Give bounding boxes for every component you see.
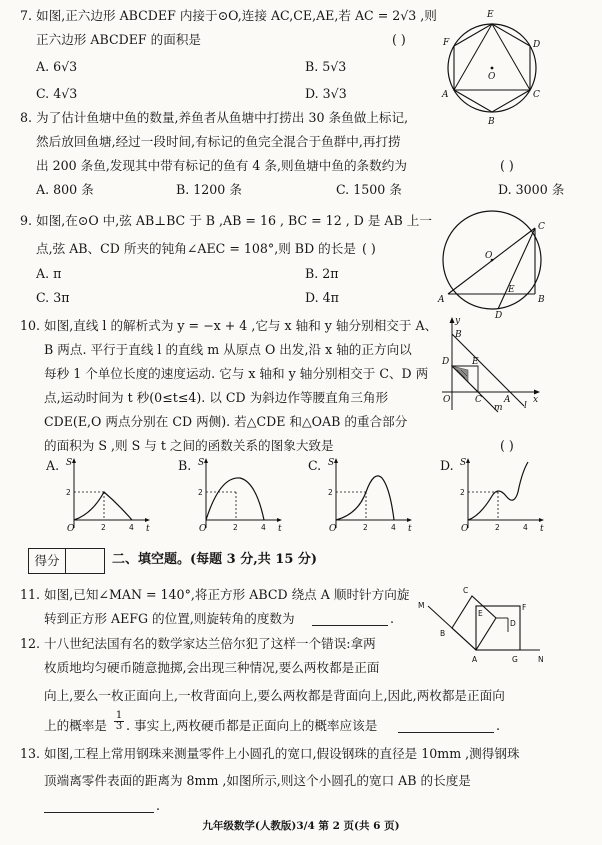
q10-label-e: E — [472, 357, 479, 367]
q9-label-c: C — [538, 222, 545, 232]
q11-label-m: M — [418, 601, 425, 610]
q9-option-c: C. 3π — [36, 290, 70, 305]
q10-graph-c — [324, 456, 416, 536]
q11-label-c: C — [463, 586, 469, 595]
q10-graph-d-x4: 4 — [523, 523, 528, 532]
q10-graph-a-t: t — [146, 524, 150, 534]
q7-answer-paren: ( ) — [392, 32, 406, 47]
q10-graph-b — [194, 456, 286, 536]
q8-option-a: A. 800 条 — [36, 182, 94, 197]
q11-label-d: D — [510, 619, 516, 628]
q12-fraction-numerator: 1 — [115, 710, 123, 721]
q7-option-d: D. 3√3 — [305, 86, 347, 101]
page-footer: 九年级数学(人教版)3/4 第 2 页(共 6 页) — [202, 820, 400, 832]
q13-line-2: 顶端离零件表面的距离为 8mm ,如图所示,则这个小圆孔的宽口 AB 的长度是 — [44, 773, 471, 788]
q7-option-c: C. 4√3 — [36, 86, 78, 101]
q12-line-3: 向上,要么一枚正面向上,一枚背面向上,要么两枚都是背面向上,因此,两枚都是正面向 — [44, 688, 505, 703]
q9-label-a: A — [438, 295, 445, 305]
q10-graph-b-s: S — [198, 458, 205, 468]
q10-graph-option-b: B. — [178, 458, 192, 473]
q10-graph-c-y2: 2 — [328, 488, 333, 497]
q10-graph-d-origin: O — [461, 524, 469, 534]
q10-graph-option-a: A. — [46, 458, 60, 473]
q13-line-1: 13. 如图,工程上常用钢珠来测量零件上小圆孔的宽口,假设钢珠的直径是 10mm ,测得钢珠 — [20, 746, 520, 761]
q10-graph-b-t: t — [278, 524, 282, 534]
q12-line-1: 12. 十八世纪法国有名的数学家达兰倍尔犯了这样一个错误:拿两 — [20, 636, 376, 651]
q12-fraction-denominator: 3 — [115, 721, 123, 732]
q10-line-4: 点,运动时间为 t 秒(0≤t≤4). 以 CD 为斜边作等腰直角三角形 — [44, 390, 389, 405]
q9-label-o: O — [485, 251, 493, 261]
q7-line-1: 7. 如图,正六边形 ABCDEF 内接于⊙O,连接 AC,CE,AE,若 AC = 2√3 ,则 — [20, 8, 437, 23]
score-label: 得分 — [29, 549, 66, 573]
q10-label-x: x — [533, 395, 539, 405]
score-box — [28, 548, 105, 574]
q10-graph-a — [62, 456, 154, 536]
q9-option-b: B. 2π — [305, 266, 339, 281]
q12-line-4b: . 事实上,两枚硬币都是正面向上的概率应该是 — [126, 718, 378, 733]
q10-label-a: A — [504, 395, 511, 405]
q10-graph-a-x4: 4 — [129, 523, 134, 532]
q11-label-g: G — [512, 655, 518, 664]
q11-line-1: 11. 如图,已知∠MAN = 140°,将正方形 ABCD 绕点 A 顺时针方向旋 — [20, 587, 410, 602]
q10-graph-option-c: C. — [308, 458, 322, 473]
q10-graph-b-x2: 2 — [233, 523, 238, 532]
q7-label-d: D — [533, 40, 541, 50]
q10-graph-c-x2: 2 — [363, 523, 368, 532]
q10-graph-c-t: t — [408, 524, 412, 534]
q7-option-a: A. 6√3 — [36, 59, 78, 74]
q8-line-2: 然后放回鱼塘,经过一段时间,有标记的鱼完全混合于鱼群中,再打捞 — [36, 134, 401, 149]
q11-label-n: N — [538, 655, 544, 664]
q10-graph-b-origin: O — [199, 524, 207, 534]
q7-label-o: O — [488, 72, 496, 82]
q7-hexagon-figure — [440, 4, 550, 126]
q11-label-a: A — [472, 655, 478, 664]
q10-graph-c-x4: 4 — [391, 523, 396, 532]
q10-graph-a-origin: O — [67, 524, 75, 534]
q11-answer-blank[interactable] — [312, 611, 388, 626]
q10-label-o: O — [443, 395, 451, 405]
q10-label-y: y — [455, 316, 461, 326]
q10-graph-a-y2: 2 — [66, 488, 71, 497]
q10-line-2: B 两点. 平行于直线 l 的直线 m 从原点 O 出发,沿 x 轴的正方向以 — [44, 342, 412, 357]
q10-graph-d — [456, 456, 548, 536]
q10-label-c: C — [475, 395, 482, 405]
q7-label-c: C — [533, 90, 540, 100]
q10-label-b: B — [455, 330, 462, 340]
q10-label-d: D — [442, 357, 450, 367]
q10-graph-a-x2: 2 — [101, 523, 106, 532]
q10-graph-d-y2: 2 — [460, 488, 465, 497]
q13-answer-blank[interactable] — [44, 798, 154, 813]
q10-graph-d-t: t — [540, 524, 544, 534]
q9-circle-figure — [432, 208, 552, 320]
q10-graph-b-y2: 2 — [198, 488, 203, 497]
q11-label-f: F — [522, 603, 527, 612]
q8-line-1: 8. 为了估计鱼塘中鱼的数量,养鱼者从鱼塘中打捞出 30 条鱼做上标记, — [20, 110, 409, 125]
q7-option-b: B. 5√3 — [305, 59, 347, 74]
q10-graph-d-x2: 2 — [495, 523, 500, 532]
q10-graph-a-s: S — [66, 458, 73, 468]
score-field[interactable] — [66, 549, 104, 573]
q7-label-b: B — [488, 117, 495, 126]
q13-period: . — [156, 798, 161, 813]
q9-line-1: 9. 如图,在⊙O 中,弦 AB⊥BC 于 B ,AB = 16 , BC = 12 , D 是 AB 上一 — [20, 213, 432, 228]
q10-graph-c-s: S — [328, 458, 335, 468]
q8-line-3: 出 200 条鱼,发现其中带有标记的鱼有 4 条,则鱼塘中鱼的条数约为 — [36, 158, 407, 173]
q8-option-c: C. 1500 条 — [336, 182, 402, 197]
q12-line-4a: 上的概率是 — [44, 718, 107, 733]
q10-graph-c-origin: O — [329, 524, 337, 534]
q11-period: . — [390, 611, 395, 626]
q7-line-2: 正六边形 ABCDEF 的面积是 — [36, 32, 202, 47]
q10-line-1: 10. 如图,直线 l 的解析式为 y = −x + 4 ,它与 x 轴和 y 轴分别相交于 A、 — [20, 318, 438, 333]
q10-lines-figure — [438, 314, 542, 414]
q9-option-a: A. π — [36, 266, 62, 281]
q11-label-e: E — [478, 609, 483, 618]
q11-label-b: B — [440, 629, 446, 638]
q7-label-f: F — [443, 38, 450, 48]
q9-label-b: B — [538, 295, 545, 305]
q10-graph-b-x4: 4 — [261, 523, 266, 532]
q11-square-figure — [414, 582, 550, 668]
q12-line-2: 枚质地均匀硬币随意抛掷,会出现三种情况,要么两枚都是正面 — [44, 660, 380, 675]
q9-option-d: D. 4π — [305, 290, 339, 305]
q9-label-d: D — [495, 311, 503, 320]
q9-label-e: E — [508, 285, 515, 295]
q10-label-m: m — [494, 403, 503, 413]
q8-option-b: B. 1200 条 — [176, 182, 242, 197]
q10-line-6: 的面积为 S ,则 S 与 t 之间的函数关系的图象大致是 — [44, 438, 334, 453]
q9-answer-paren: ( ) — [362, 241, 376, 256]
q12-answer-blank[interactable] — [398, 718, 494, 733]
q8-option-d: D. 3000 条 — [498, 182, 565, 197]
q10-line-5: CDE(E,O 两点分别在 CD 两侧). 若△CDE 和△OAB 的重合部分 — [44, 414, 408, 429]
q10-answer-paren: ( ) — [500, 438, 514, 453]
q10-graph-option-d: D. — [440, 458, 454, 473]
q7-label-a: A — [442, 90, 449, 100]
q10-graph-d-s: S — [460, 458, 467, 468]
q11-line-2: 转到正方形 AEFG 的位置,则旋转角的度数为 — [44, 611, 295, 626]
q12-period: . — [496, 718, 501, 733]
q12-fraction — [114, 711, 124, 732]
section-2-title: 二、填空题。(每题 3 分,共 15 分) — [112, 552, 318, 567]
q9-line-2: 点,弦 AB、CD 所夹的钝角∠AEC = 108°,则 BD 的长是 — [36, 241, 356, 256]
q10-line-3: 每秒 1 个单位长度的速度运动. 它与 x 轴和 y 轴分别相交于 C、D 两 — [44, 366, 429, 381]
q7-label-e: E — [487, 10, 494, 20]
q10-label-l: l — [524, 401, 527, 411]
q8-answer-paren: ( ) — [500, 158, 514, 173]
